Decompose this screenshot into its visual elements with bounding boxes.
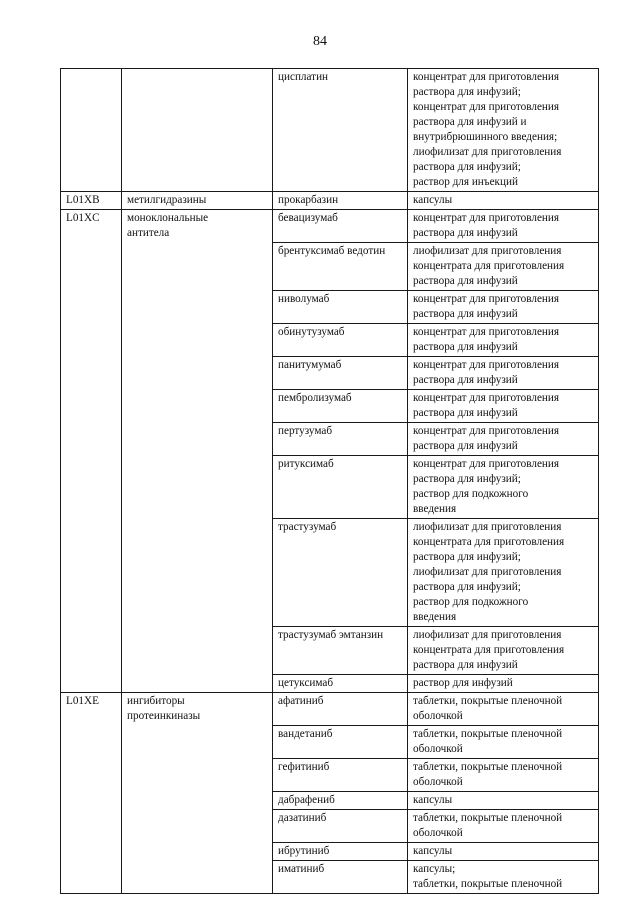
drug-name-cell	[273, 423, 408, 456]
drug-name-cell	[273, 390, 408, 423]
dosage-forms-cell	[408, 843, 599, 861]
dosage-form-line: раствора для инфузий	[413, 341, 518, 353]
drug-name-cell	[273, 243, 408, 291]
dosage-form-line: введения	[413, 503, 457, 515]
dosage-form-line: раствор для подкожного	[413, 596, 529, 608]
dosage-forms-cell	[408, 456, 599, 519]
dosage-form-line: лиофилизат для приготовления	[413, 146, 562, 158]
dosage-form-line: внутрибрюшинного введения;	[413, 131, 558, 143]
drug-name: пертузумаб	[278, 425, 333, 437]
dosage-forms-cell	[408, 357, 599, 390]
dosage-forms-cell	[408, 675, 599, 693]
dosage-form-line: капсулы	[413, 194, 453, 206]
drug-name-cell	[273, 861, 408, 894]
drug-name: брентуксимаб ведотин	[278, 245, 386, 257]
dosage-forms-cell	[408, 390, 599, 423]
dosage-form-line: раствора для инфузий	[413, 374, 518, 386]
dosage-form-line: концентрат для приготовления	[413, 359, 560, 371]
drug-name-cell	[273, 192, 408, 210]
drug-name: обинутузумаб	[278, 326, 345, 338]
drug-name-cell	[273, 726, 408, 759]
dosage-form-line: раствор для подкожного	[413, 488, 529, 500]
dosage-form-line: раствора для инфузий;	[413, 581, 521, 593]
dosage-form-line: капсулы	[413, 845, 453, 857]
drug-group-name: моноклональные	[127, 212, 209, 224]
table-row	[61, 69, 599, 192]
drug-name-cell	[273, 357, 408, 390]
dosage-form-line: оболочкой	[413, 776, 463, 788]
dosage-form-line: капсулы;	[413, 863, 456, 875]
drug-name-cell	[273, 69, 408, 192]
dosage-form-line: лиофилизат для приготовления	[413, 245, 562, 257]
dosage-form-line: концентрата для приготовления	[413, 260, 565, 272]
dosage-form-line: раствор для инфузий	[413, 677, 513, 689]
dosage-form-line: таблетки, покрытые пленочной	[413, 878, 563, 890]
dosage-form-line: концентрат для приготовления	[413, 425, 560, 437]
drug-name-cell	[273, 324, 408, 357]
drug-name-cell	[273, 210, 408, 243]
dosage-form-line: раствора для инфузий	[413, 407, 518, 419]
drug-name: бевацизумаб	[278, 212, 338, 224]
dosage-forms-cell	[408, 792, 599, 810]
drug-name: вандетаниб	[278, 728, 333, 740]
dosage-form-line: раствора для инфузий	[413, 659, 518, 671]
medication-table	[60, 68, 599, 894]
dosage-form-line: лиофилизат для приготовления	[413, 566, 562, 578]
dosage-form-line: таблетки, покрытые пленочной	[413, 728, 563, 740]
dosage-forms-cell	[408, 693, 599, 726]
drug-group-cell	[122, 693, 273, 894]
dosage-forms-cell	[408, 69, 599, 192]
dosage-form-line: капсулы	[413, 794, 453, 806]
drug-name: иматиниб	[278, 863, 325, 875]
dosage-form-line: раствора для инфузий	[413, 308, 518, 320]
dosage-forms-cell	[408, 759, 599, 792]
dosage-form-line: оболочкой	[413, 710, 463, 722]
atc-code: L01XC	[66, 212, 100, 224]
table-row	[61, 210, 599, 243]
dosage-forms-cell	[408, 726, 599, 759]
drug-name-cell	[273, 675, 408, 693]
drug-group-name: антитела	[127, 227, 170, 239]
drug-name: пембролизумаб	[278, 392, 352, 404]
drug-group-cell	[122, 210, 273, 693]
dosage-form-line: оболочкой	[413, 743, 463, 755]
atc-code-cell	[61, 210, 122, 693]
dosage-form-line: концентрат для приготовления	[413, 71, 560, 83]
drug-name: трастузумаб	[278, 521, 337, 533]
dosage-forms-cell	[408, 861, 599, 894]
dosage-forms-cell	[408, 210, 599, 243]
dosage-form-line: концентрат для приготовления	[413, 101, 560, 113]
dosage-form-line: раствора для инфузий и	[413, 116, 527, 128]
drug-name: цисплатин	[278, 71, 329, 83]
drug-name-cell	[273, 759, 408, 792]
drug-name: ритуксимаб	[278, 458, 334, 470]
drug-name-cell	[273, 456, 408, 519]
dosage-form-line: концентрат для приготовления	[413, 293, 560, 305]
drug-group-cell	[122, 69, 273, 192]
drug-name-cell	[273, 792, 408, 810]
drug-name-cell	[273, 291, 408, 324]
dosage-form-line: концентрат для приготовления	[413, 212, 560, 224]
drug-group-cell	[122, 192, 273, 210]
drug-name-cell	[273, 843, 408, 861]
drug-name: дазатиниб	[278, 812, 327, 824]
dosage-form-line: лиофилизат для приготовления	[413, 629, 562, 641]
dosage-form-line: концентрат для приготовления	[413, 326, 560, 338]
drug-name: прокарбазин	[278, 194, 339, 206]
dosage-forms-cell	[408, 192, 599, 210]
dosage-form-line: концентрата для приготовления	[413, 644, 565, 656]
dosage-form-line: введения	[413, 611, 457, 623]
drug-name: трастузумаб эмтанзин	[278, 629, 384, 641]
dosage-form-line: концентрат для приготовления	[413, 392, 560, 404]
dosage-forms-cell	[408, 243, 599, 291]
dosage-form-line: раствор для инъекций	[413, 176, 518, 188]
drug-name: ниволумаб	[278, 293, 330, 305]
dosage-form-line: оболочкой	[413, 827, 463, 839]
dosage-form-line: раствора для инфузий	[413, 275, 518, 287]
atc-code-cell	[61, 69, 122, 192]
dosage-form-line: таблетки, покрытые пленочной	[413, 695, 563, 707]
dosage-form-line: раствора для инфузий	[413, 440, 518, 452]
drug-name-cell	[273, 810, 408, 843]
table-row	[61, 192, 599, 210]
drug-name: цетуксимаб	[278, 677, 334, 689]
dosage-form-line: лиофилизат для приготовления	[413, 521, 562, 533]
drug-name-cell	[273, 519, 408, 627]
drug-name-cell	[273, 627, 408, 675]
atc-code: L01XE	[66, 695, 99, 707]
dosage-forms-cell	[408, 291, 599, 324]
drug-group-name: метилгидразины	[127, 194, 207, 206]
dosage-forms-cell	[408, 810, 599, 843]
drug-name: панитумумаб	[278, 359, 342, 371]
atc-code-cell	[61, 693, 122, 894]
dosage-forms-cell	[408, 519, 599, 627]
page-number: 84	[313, 34, 327, 49]
dosage-form-line: таблетки, покрытые пленочной	[413, 761, 563, 773]
dosage-form-line: таблетки, покрытые пленочной	[413, 812, 563, 824]
dosage-form-line: раствора для инфузий;	[413, 86, 521, 98]
dosage-form-line: раствора для инфузий;	[413, 473, 521, 485]
atc-code-cell	[61, 192, 122, 210]
drug-name: афатиниб	[278, 695, 324, 707]
drug-group-name: протеинкиназы	[127, 710, 201, 722]
drug-name-cell	[273, 693, 408, 726]
dosage-form-line: раствора для инфузий	[413, 227, 518, 239]
dosage-forms-cell	[408, 423, 599, 456]
drug-name: ибрутиниб	[278, 845, 330, 857]
dosage-form-line: концентрат для приготовления	[413, 458, 560, 470]
drug-name: дабрафениб	[278, 794, 335, 806]
dosage-form-line: раствора для инфузий;	[413, 161, 521, 173]
drug-group-name: ингибиторы	[127, 695, 185, 707]
atc-code: L01XB	[66, 194, 100, 206]
table-row	[61, 693, 599, 726]
drug-name: гефитиниб	[278, 761, 330, 773]
dosage-form-line: раствора для инфузий;	[413, 551, 521, 563]
dosage-forms-cell	[408, 324, 599, 357]
dosage-forms-cell	[408, 627, 599, 675]
dosage-form-line: концентрата для приготовления	[413, 536, 565, 548]
